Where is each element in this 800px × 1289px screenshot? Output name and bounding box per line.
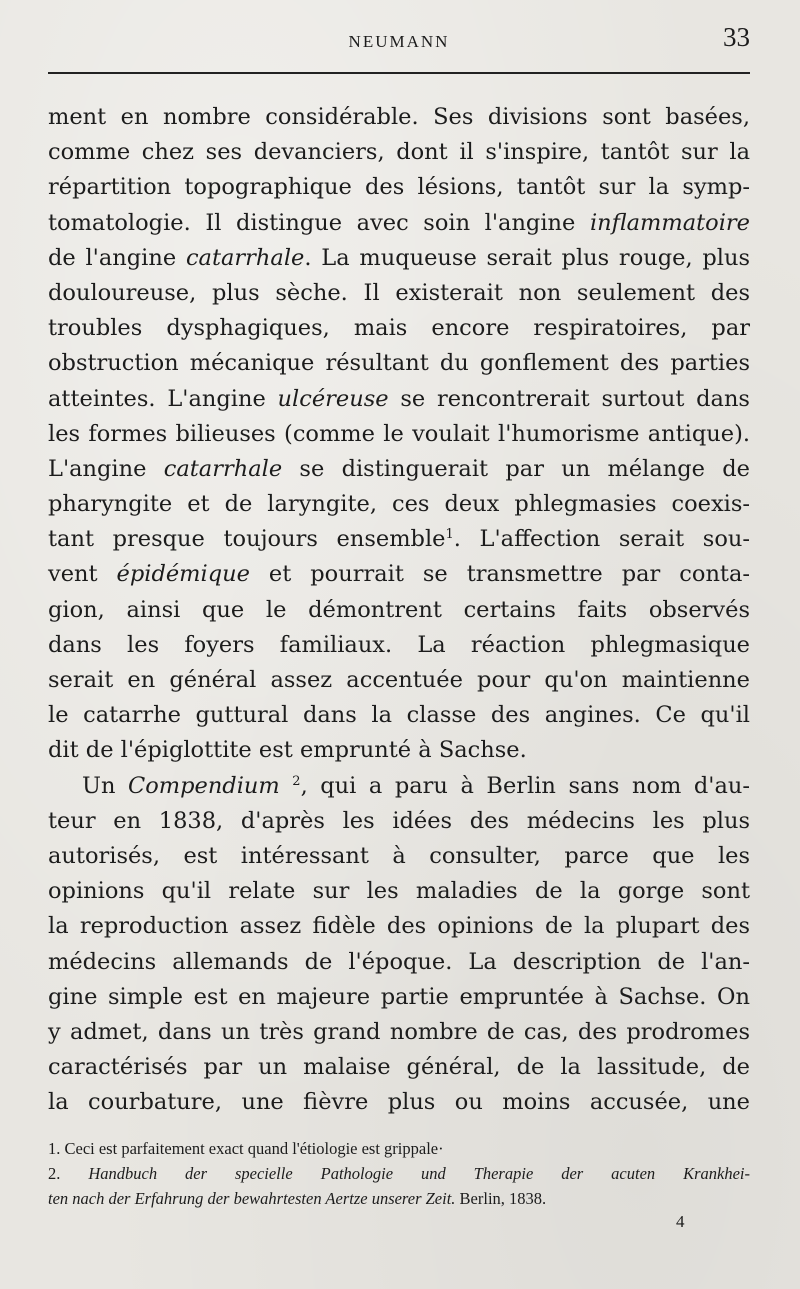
text-run: vent (48, 561, 117, 588)
text-run: la reproduction assez fidèle des opinions de la plupart des (48, 913, 750, 940)
text-line (48, 874, 750, 909)
text-line (48, 593, 750, 628)
text-run: troubles dysphagiques, mais encore respiratoires, par (48, 315, 750, 342)
footnote-ref: 2 (292, 773, 301, 789)
text-line (48, 909, 750, 944)
text-run: autorisés, est intéressant à consulter, parce que les (48, 842, 750, 869)
footnote-title: ten nach der Erfahrung der bewahrtesten Aertze unserer Zeit. (48, 1189, 456, 1208)
text-run: gion, ainsi que le démontrent certains faits observés (48, 596, 750, 623)
text-run: tant presque toujours ensemble (48, 526, 446, 553)
text-line (48, 804, 750, 839)
text-run: le catarrhe guttural dans la classe des angines. Ce qu'il (48, 702, 750, 729)
text-line (48, 733, 750, 768)
text-line (48, 382, 750, 417)
text-run: , qui a paru à Berlin sans nom d'au- (300, 772, 750, 799)
italic-term: catarrhale (185, 244, 305, 271)
italic-term: catarrhale (163, 455, 283, 482)
text-run: pharyngite et de laryngite, ces deux phlegmasies coexis- (48, 491, 750, 518)
text-run: teur en 1838, d'après les idées des médecins les plus (48, 807, 750, 834)
body-text (48, 100, 750, 1120)
italic-term: épidémique (116, 561, 250, 588)
text-line (48, 346, 750, 381)
text-run: obstruction mécanique résultant du gonflement des parties (48, 350, 750, 377)
footnote-1 (48, 1136, 750, 1161)
text-line (48, 452, 750, 487)
text-line (48, 276, 750, 311)
text-run: y admet, dans un très grand nombre de cas, des prodromes (48, 1018, 750, 1045)
text-line (48, 698, 750, 733)
text-line (48, 628, 750, 663)
text-run: atteintes. L'angine (48, 385, 278, 412)
text-run: ment en nombre considérable. Ses divisions sont basées, (48, 104, 750, 130)
text-run: . La muqueuse serait plus rouge, plus (304, 244, 750, 271)
text-run: se distinguerait par un mélange de (282, 455, 750, 482)
text-line (48, 945, 750, 980)
text-line (48, 135, 750, 170)
footnote-ref: 1 (445, 527, 454, 543)
text-line (48, 522, 750, 557)
footnote-2-line-2 (48, 1186, 750, 1211)
text-run: la courbature, une fièvre plus ou moins accusée, une (48, 1089, 750, 1116)
text-run: médecins allemands de l'époque. La description de l'an- (48, 948, 750, 975)
italic-term: inflammatoire (589, 209, 750, 236)
page-header (48, 18, 750, 58)
text-run: opinions qu'il relate sur les maladies de la gorge sont (48, 878, 750, 905)
footnote-2-line-1 (48, 1161, 750, 1186)
text-run: dit de l'épiglottite est emprunté à Sachse. (48, 737, 527, 764)
text-run: serait en général assez accentuée pour qu'on maintienne (48, 667, 750, 693)
text-line (48, 100, 750, 135)
text-line (48, 311, 750, 346)
running-head: NEUMANN (348, 32, 450, 51)
footnote-text: 1. Ceci est parfaitement exact quand l'étiologie est grippale· (48, 1139, 444, 1158)
text-run: gine simple est en majeure partie empruntée à Sachse. On (48, 983, 750, 1010)
italic-term: Compendium (128, 772, 280, 799)
signature-mark: 4 (676, 1212, 685, 1231)
text-line (48, 769, 750, 804)
text-run: . L'affection serait sou- (453, 526, 750, 553)
text-line (48, 980, 750, 1015)
text-line (48, 170, 750, 205)
text-run: douloureuse, plus sèche. Il existerait non seulement des (48, 279, 750, 306)
footnotes (48, 1136, 750, 1211)
footnote-title: Handbuch der specielle Pathologie und Therapie der acuten Krankhei- (88, 1164, 750, 1183)
text-run: répartition topographique des lésions, tantôt sur la symp- (48, 174, 750, 201)
text-line (48, 1085, 750, 1120)
header-rule (48, 72, 750, 74)
text-line (48, 557, 750, 592)
text-run: caractérisés par un malaise général, de la lassitude, de (48, 1054, 750, 1081)
text-line (48, 487, 750, 522)
text-run: dans les foyers familiaux. La réaction phlegmasique (48, 631, 750, 658)
text-run: se rencontrerait surtout dans (388, 385, 750, 412)
italic-term: ulcéreuse (277, 385, 389, 412)
text-line (48, 417, 750, 452)
text-run: et pourrait se transmettre par conta- (249, 561, 750, 588)
text-line (48, 1015, 750, 1050)
text-run: de l'angine (48, 244, 186, 271)
text-run: les formes bilieuses (comme le voulait l'humorisme antique). (48, 420, 750, 447)
page-number: 33 (723, 22, 750, 52)
text-line (48, 663, 750, 698)
text-run: Un (82, 772, 128, 799)
text-run: L'angine (48, 455, 164, 482)
text-line (48, 241, 750, 276)
text-run: comme chez ses devanciers, dont il s'inspire, tantôt sur la (48, 139, 750, 166)
text-line (48, 839, 750, 874)
text-line (48, 1050, 750, 1085)
footnote-number: 2. (48, 1164, 89, 1183)
footnote-text: Berlin, 1838. (455, 1189, 547, 1208)
text-line (48, 206, 750, 241)
text-run (280, 773, 293, 799)
text-run: tomatologie. Il distingue avec soin l'angine (48, 209, 590, 236)
